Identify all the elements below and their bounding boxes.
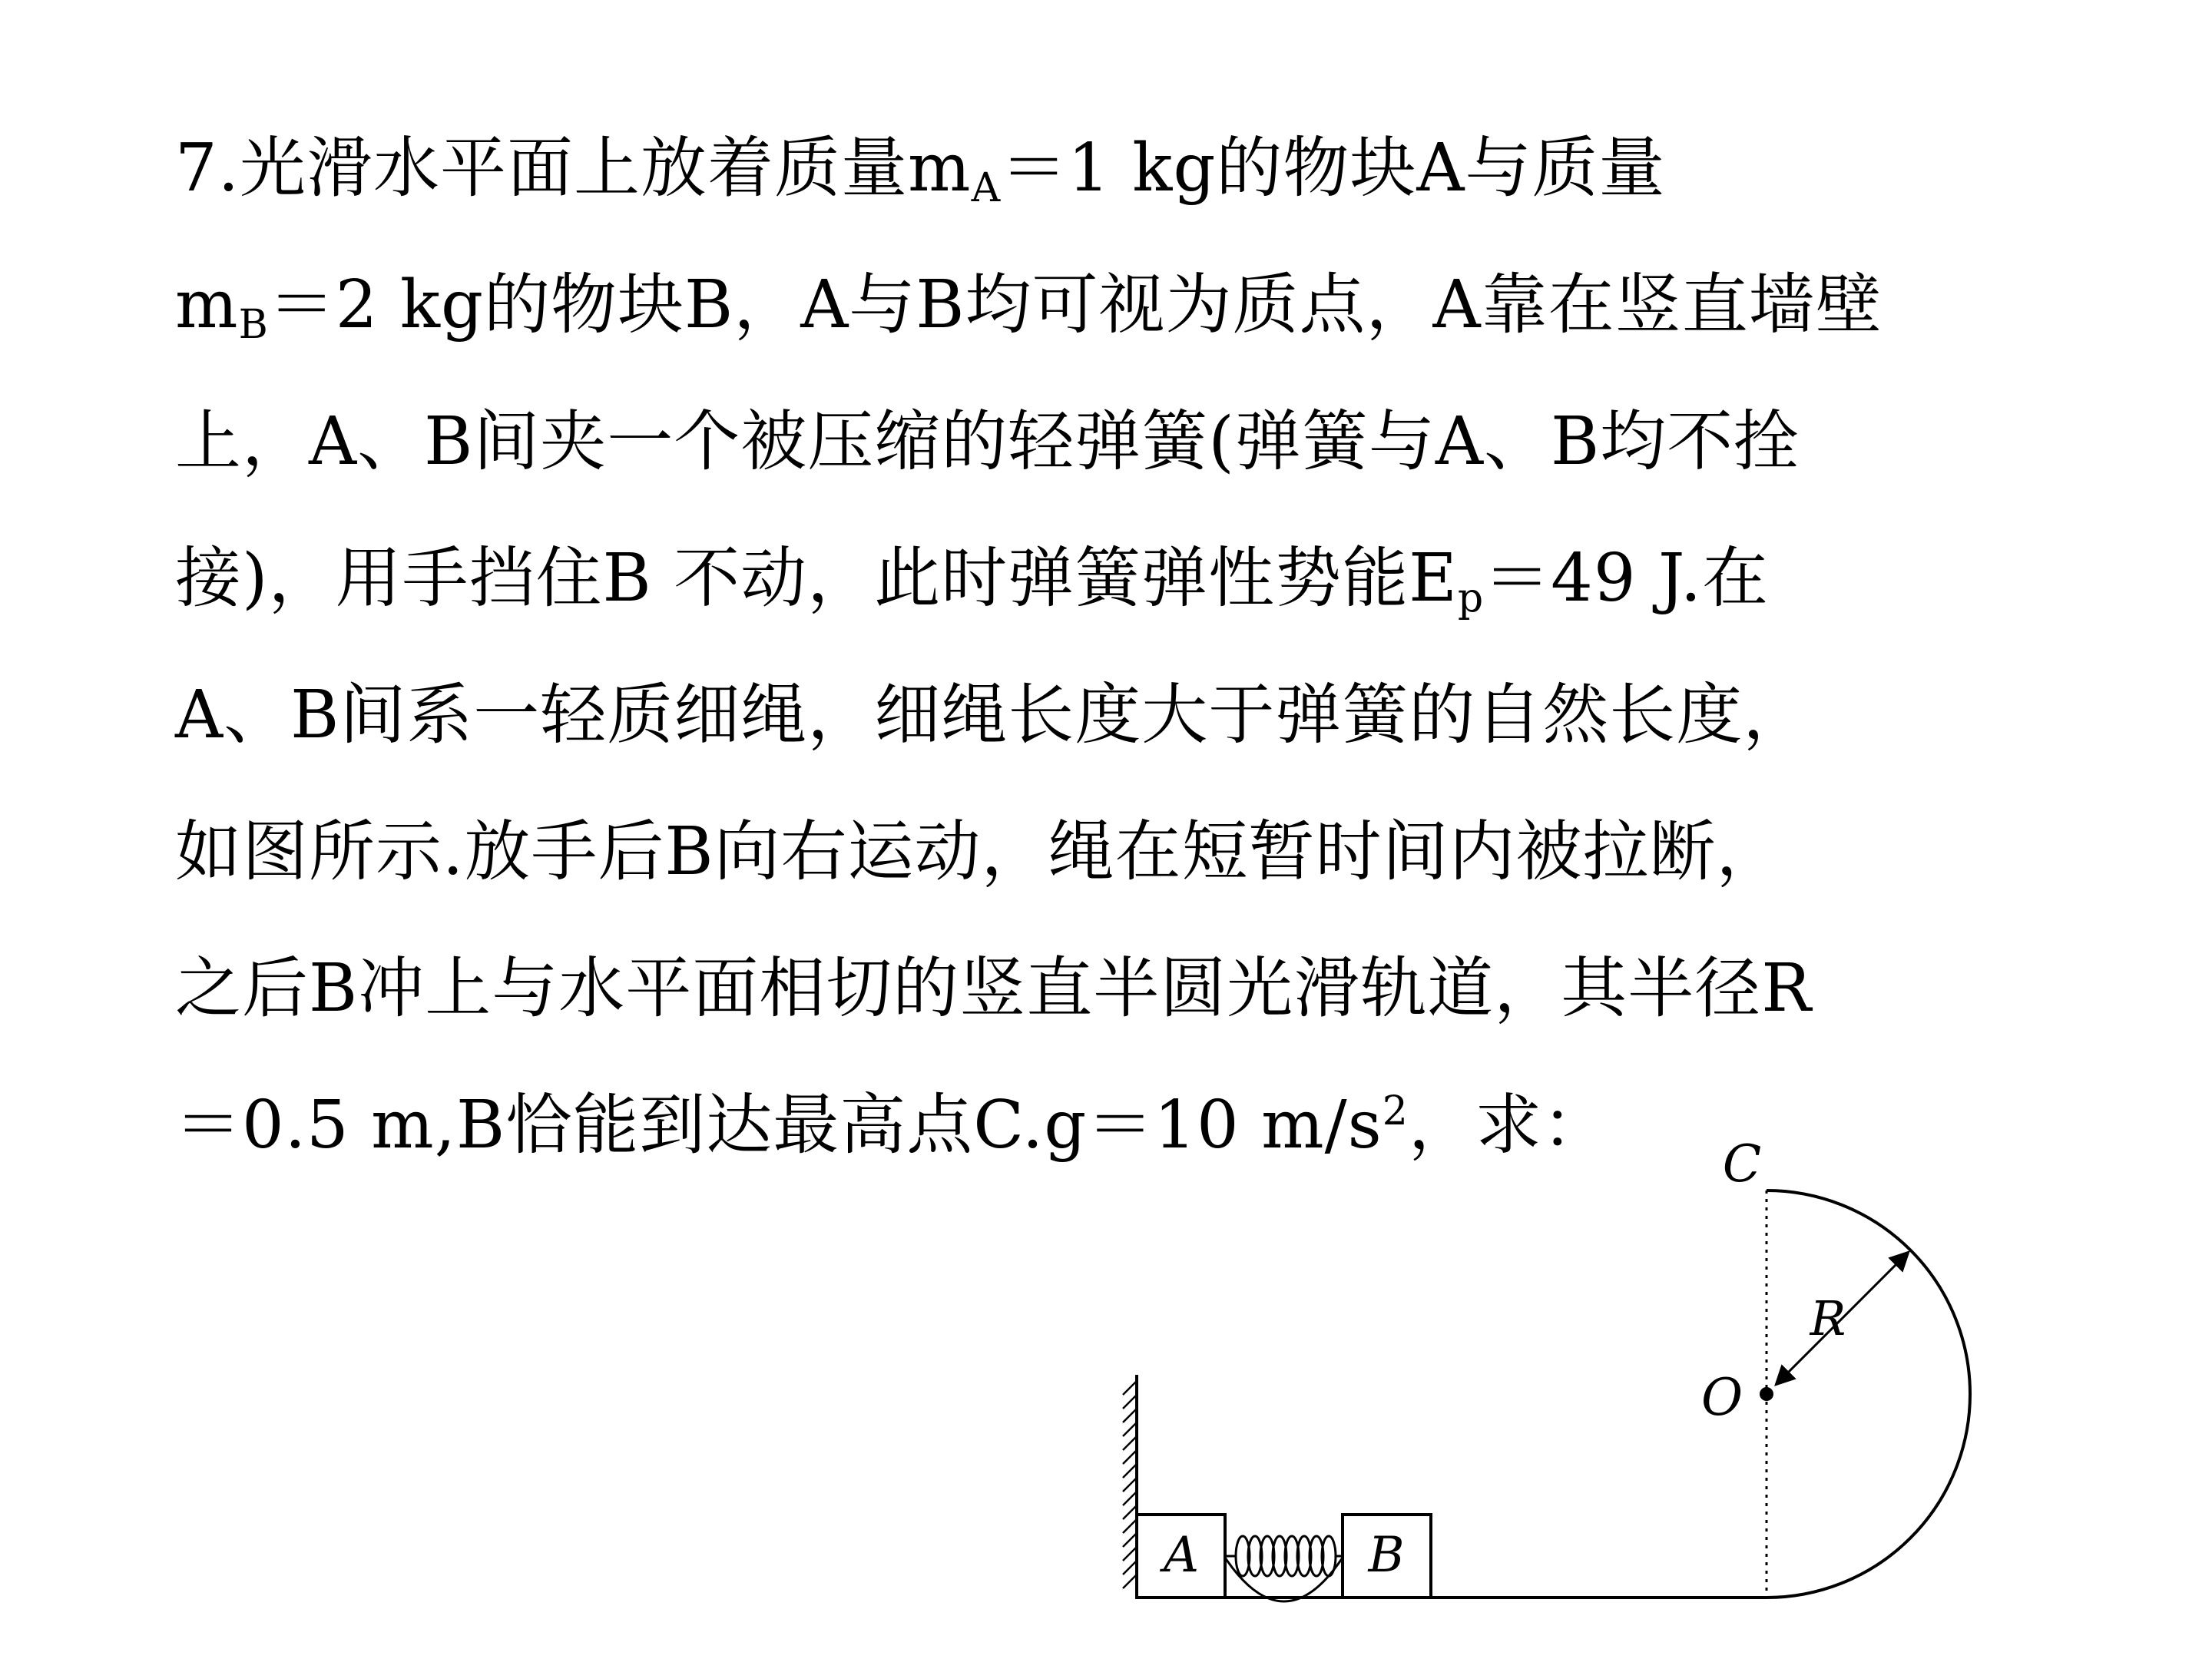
label-r: R xyxy=(1810,1290,1846,1346)
problem-line-5: A、B间系一轻质细绳，细绳长度大于弹簧的自然长度， xyxy=(175,677,1810,753)
block-a-label: A xyxy=(1163,1527,1200,1584)
spring xyxy=(1225,1536,1343,1576)
problem-line-2 xyxy=(175,237,2057,373)
text-segment: m xyxy=(175,267,239,343)
wall-hatching xyxy=(1123,1381,1137,1588)
text-segment: ＝0.5 m,B恰能到达最高点C.g＝10 m/s xyxy=(175,1087,1382,1164)
text-segment: 接)，用手挡住B 不动，此时弹簧弹性势能E xyxy=(175,540,1458,617)
superscript-2: 2 xyxy=(1382,1088,1409,1134)
problem-line-7: 之后B冲上与水平面相切的竖直半圆光滑轨道，其半径R xyxy=(175,950,1812,1027)
problem-line-6: 如图所示.放手后B向右运动，绳在短暂时间内被拉断， xyxy=(175,813,1783,890)
center-point xyxy=(1760,1387,1773,1401)
subscript-a: A xyxy=(971,165,1002,211)
label-c: C xyxy=(1722,1137,1762,1194)
text-segment: ，求： xyxy=(1408,1087,1609,1164)
subscript-b: B xyxy=(238,302,269,348)
wall xyxy=(1123,1375,1137,1598)
text-segment: ＝49 J.在 xyxy=(1484,540,1770,617)
problem-line-1 xyxy=(175,100,2057,237)
text-segment: ＝2 kg的物块B，A与B均可视为质点，A靠在竖直墙壁 xyxy=(268,267,1883,343)
rope xyxy=(1225,1558,1343,1601)
subscript-p: p xyxy=(1457,575,1485,621)
problem-line-4 xyxy=(175,510,2057,647)
physics-diagram xyxy=(1060,1137,2058,1628)
label-o: O xyxy=(1700,1368,1743,1427)
text-segment: ＝1 kg的物块A与质量 xyxy=(1001,130,1666,207)
problem-text xyxy=(175,100,2057,1194)
problem-line-3: 上，A、B间夹一个被压缩的轻弹簧(弹簧与A、B均不拴 xyxy=(175,403,1801,480)
block-b-label: B xyxy=(1368,1527,1405,1584)
text-segment: 7.光滑水平面上放着质量m xyxy=(175,130,972,207)
semicircle-track xyxy=(1767,1190,1970,1598)
